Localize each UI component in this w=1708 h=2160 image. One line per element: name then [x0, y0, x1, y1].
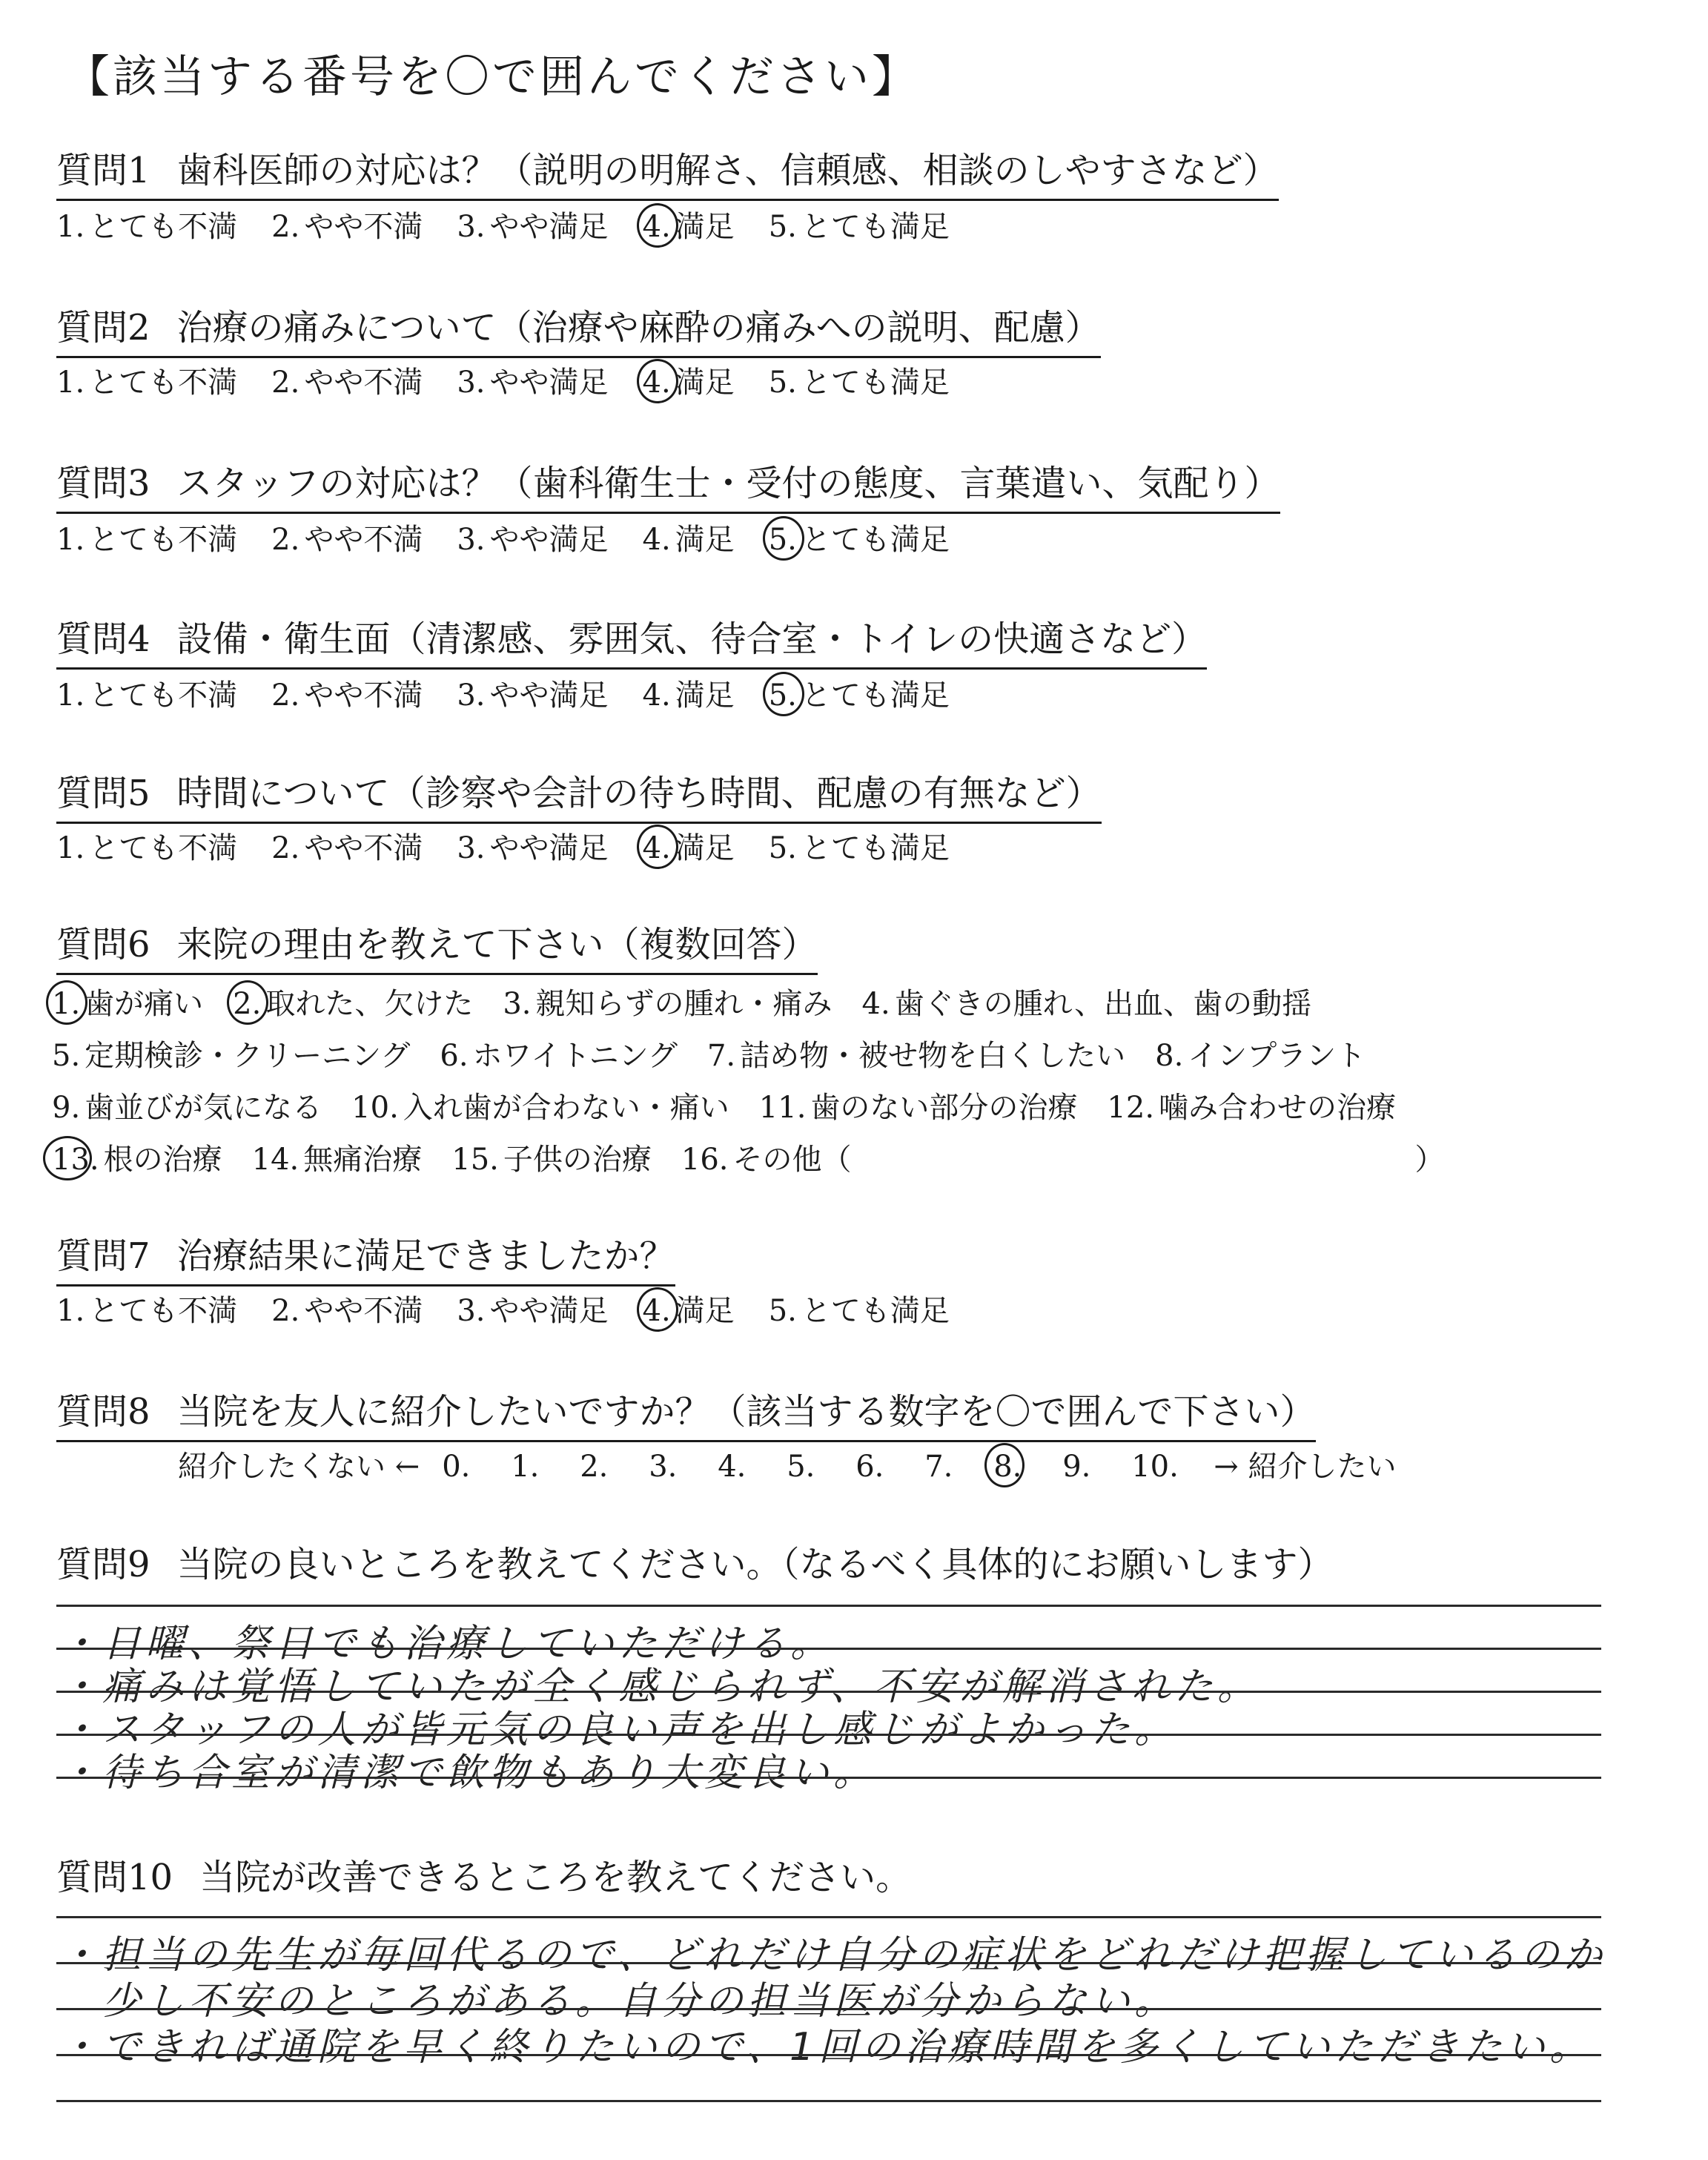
q8-value-6: 6. [855, 1450, 884, 1484]
option-number: 7. [706, 1039, 736, 1073]
q9-rule [56, 1777, 1601, 1779]
option-label: 歯ぐきの腫れ、出血、歯の動揺 [894, 987, 1312, 1021]
q9-answer-line: ・日曜、祭日でも治療していただける。 [59, 1622, 834, 1666]
q1-number: 質問1 [56, 150, 150, 191]
option-number: 2. [271, 210, 300, 244]
option-label: とても不満 [89, 210, 238, 244]
option-label: 歯のない部分の治療 [810, 1091, 1078, 1125]
q9-rule [56, 1691, 1601, 1693]
option-number: 3. [457, 210, 486, 244]
option-label: とても満足 [801, 678, 950, 713]
q5-option-2 [271, 828, 423, 869]
option-label: やや不満 [304, 831, 423, 865]
q6-option-5 [52, 1035, 410, 1077]
q10-rule [56, 2054, 1601, 2056]
q8-value-2: 2. [580, 1450, 609, 1484]
option-label: 噛み合わせの治療 [1159, 1091, 1397, 1125]
option-number: 1. [56, 210, 85, 244]
q3-option-4 [643, 519, 735, 561]
q9-answer-line: ・スタッフの人が皆元気の良い声を出し感じがよかった。 [59, 1708, 1178, 1752]
q5-option-3 [457, 828, 608, 869]
option-number: 5. [768, 366, 797, 400]
option-number: 1. [56, 1294, 85, 1328]
q2-option-3 [457, 362, 608, 403]
q1-option-2 [271, 206, 423, 248]
option-number: 2. [271, 678, 300, 713]
q3-option-2 [271, 519, 423, 561]
option-label: 取れた、欠けた [265, 987, 474, 1021]
option-number: 1. [56, 831, 85, 865]
option-label: 子供の治療 [503, 1143, 652, 1177]
option-number: 9. [52, 1091, 81, 1125]
q10-answer-line: ・担当の先生が毎回代るので、どれだけ自分の症状をどれだけ把握しているのか [59, 1933, 1606, 1978]
option-label: とても満足 [801, 210, 950, 244]
q3-option-5 [769, 519, 950, 561]
option-label: やや不満 [304, 210, 423, 244]
q5-number: 質問5 [56, 773, 150, 814]
option-label: やや満足 [489, 831, 609, 865]
other-close-paren: ） [1414, 1143, 1445, 1177]
option-label: やや満足 [489, 366, 609, 400]
q7-option-4 [643, 1290, 735, 1332]
option-label: やや満足 [489, 1294, 609, 1328]
option-label: その他（ [732, 1143, 852, 1177]
option-label: ホワイトニング [472, 1039, 678, 1073]
option-number: 3. [457, 523, 486, 557]
q3-heading [56, 458, 1280, 514]
q10-rule [56, 1916, 1601, 1918]
option-number: 12. [1107, 1091, 1155, 1125]
q6-option-15 [451, 1139, 652, 1180]
option-label: 満足 [675, 366, 735, 400]
q2-option-5 [769, 362, 950, 403]
q7-options [56, 1290, 984, 1332]
q5-option-1 [56, 828, 237, 869]
option-number: 8. [1155, 1039, 1184, 1073]
q4-text: 設備・衛生面（清潔感、雰囲気、待合室・トイレの快適さなど） [176, 618, 1208, 660]
q10-rule [56, 2100, 1601, 2102]
option-label: 親知らずの腫れ・痛み [535, 987, 833, 1021]
q7-option-1 [56, 1290, 237, 1332]
option-label: とても満足 [801, 366, 950, 400]
q6-row-4 [52, 1139, 1474, 1180]
option-label: 満足 [675, 678, 735, 713]
q2-number: 質問2 [56, 307, 150, 349]
option-label: やや不満 [304, 366, 423, 400]
option-number: 3. [457, 1294, 486, 1328]
option-number: 4. [643, 828, 671, 869]
option-number: 11. [758, 1091, 807, 1125]
option-number: 2. [233, 983, 261, 1025]
option-number: 3. [457, 678, 486, 713]
option-number: 1. [56, 523, 85, 557]
option-number: 3. [503, 987, 532, 1021]
option-number: 5. [52, 1039, 81, 1073]
option-number: 4. [643, 206, 671, 248]
q6-option-11 [759, 1087, 1078, 1129]
q8-right-label: → 紹介したい [1214, 1450, 1397, 1484]
q8-value-0: 0. [442, 1450, 471, 1484]
q2-option-4 [643, 362, 735, 403]
q1-option-1 [56, 206, 237, 248]
q4-option-4 [643, 675, 735, 716]
q8-value-3: 3. [649, 1450, 678, 1484]
q2-option-1 [56, 362, 237, 403]
q6-option-9 [52, 1087, 322, 1129]
q1-option-5 [769, 206, 950, 248]
q6-row-1 [52, 983, 1341, 1025]
q9-answer-line: ・痛みは覚悟していたが全く感じられず、不安が解消された。 [59, 1665, 1260, 1709]
option-label: とても満足 [801, 523, 950, 557]
option-number: 4. [643, 1290, 671, 1332]
option-label: とても満足 [801, 831, 950, 865]
option-number: 14. [251, 1143, 299, 1177]
q5-option-4 [643, 828, 735, 869]
q8-value-7: 7. [924, 1450, 953, 1484]
option-number: 5. [768, 831, 797, 865]
option-number: 1. [52, 983, 80, 1025]
q8-value-8: 8. [993, 1446, 1062, 1487]
option-number: 4. [642, 678, 671, 713]
q8-value-9: 9. [1062, 1450, 1091, 1484]
option-label: 満足 [675, 523, 735, 557]
option-label: 根の治療 [103, 1143, 222, 1177]
option-number: 6. [440, 1039, 469, 1073]
option-number: 15. [451, 1143, 499, 1177]
option-label: 歯が痛い [85, 987, 204, 1021]
q4-heading [56, 614, 1207, 670]
option-number: 3. [457, 366, 486, 400]
option-label: 満足 [675, 831, 735, 865]
q2-text: 治療の痛みについて（治療や麻酔の痛みへの説明、配慮） [176, 307, 1101, 349]
q6-option-3 [503, 983, 832, 1025]
option-label: とても不満 [89, 366, 238, 400]
q4-option-1 [56, 675, 237, 716]
q6-option-13 [52, 1139, 222, 1180]
q9-answer-line: ・待ち合室が清潔で飲物もあり大変良い。 [59, 1751, 877, 1795]
q6-option-8 [1155, 1035, 1366, 1077]
option-label: やや満足 [489, 210, 609, 244]
option-label: 満足 [675, 1294, 735, 1328]
q1-text: 歯科医師の対応は？（説明の明解さ、信頼感、相談のしやすさなど） [176, 150, 1279, 191]
q2-options [56, 362, 984, 403]
q6-option-2 [233, 983, 473, 1025]
q5-heading [56, 768, 1102, 824]
page-title: 【該当する番号を〇で囲んでください】 [65, 51, 919, 103]
q3-number: 質問3 [56, 463, 150, 504]
q4-option-3 [457, 675, 608, 716]
q10-rule [56, 2008, 1601, 2010]
option-label: やや不満 [304, 523, 423, 557]
option-number: 10. [351, 1091, 399, 1125]
q10-number: 質問10 [56, 1857, 173, 1898]
q7-option-2 [271, 1290, 423, 1332]
q8-text: 当院を友人に紹介したいですか？（該当する数字を〇で囲んで下さい） [176, 1391, 1316, 1433]
option-number: 5. [769, 519, 797, 561]
q1-heading [56, 145, 1279, 201]
q3-option-1 [56, 519, 237, 561]
q7-heading [56, 1231, 675, 1287]
option-label: とても不満 [89, 523, 238, 557]
q3-option-3 [457, 519, 608, 561]
q4-option-5 [769, 675, 950, 716]
option-number: 4. [861, 987, 890, 1021]
q10-heading [56, 1852, 911, 1906]
q8-heading [56, 1387, 1316, 1442]
q7-option-5 [769, 1290, 950, 1332]
q9-rule [56, 1734, 1601, 1736]
q7-text: 治療結果に満足できましたか？ [176, 1235, 675, 1277]
option-number: 5. [769, 675, 797, 716]
option-label: 入れ歯が合わない・痛い [403, 1091, 729, 1125]
option-number: 3. [457, 831, 486, 865]
option-label: 満足 [675, 210, 735, 244]
q8-value-5: 5. [787, 1450, 815, 1484]
q9-heading [56, 1539, 1334, 1593]
q6-option-1 [52, 983, 203, 1025]
option-label: 歯並びが気になる [85, 1091, 322, 1125]
q6-option-10 [351, 1087, 729, 1129]
option-number: 1. [56, 366, 85, 400]
option-label: 無痛治療 [303, 1143, 423, 1177]
q8-left-label: 紹介したくない ← [178, 1450, 420, 1484]
option-label: やや満足 [489, 523, 609, 557]
q10-rule [56, 1962, 1601, 1964]
option-number: 13. [52, 1139, 99, 1180]
q5-text: 時間について（診察や会計の待ち時間、配慮の有無など） [176, 773, 1102, 814]
q8-number: 質問8 [56, 1391, 150, 1433]
option-number: 5. [768, 210, 797, 244]
option-number: 2. [271, 1294, 300, 1328]
option-label: やや不満 [304, 678, 423, 713]
option-label: 定期検診・クリーニング [85, 1039, 411, 1073]
q4-option-2 [271, 675, 423, 716]
q6-option-12 [1107, 1087, 1396, 1129]
q7-option-3 [457, 1290, 608, 1332]
q9-rule [56, 1605, 1601, 1607]
q8-scale [165, 1446, 1418, 1487]
q4-options [56, 675, 984, 716]
option-label: とても不満 [89, 678, 238, 713]
q5-option-5 [769, 828, 950, 869]
q6-text: 来院の理由を教えて下さい（複数回答） [176, 924, 818, 965]
option-number: 2. [271, 366, 300, 400]
q9-text: 当院の良いところを教えてください。（なるべく具体的にお願いします） [176, 1544, 1334, 1585]
option-number: 4. [643, 362, 671, 403]
option-number: 1. [56, 678, 85, 713]
q3-text: スタッフの対応は？（歯科衛生士・受付の態度、言葉遣い、気配り） [176, 463, 1280, 504]
q6-row-3 [52, 1087, 1426, 1129]
q9-rule [56, 1648, 1601, 1650]
option-number: 16. [681, 1143, 729, 1177]
q2-option-2 [271, 362, 423, 403]
q6-option-6 [440, 1035, 678, 1077]
q6-row-2 [52, 1035, 1395, 1077]
option-label: とても満足 [801, 1294, 950, 1328]
q6-option-16 [681, 1139, 1445, 1180]
option-label: インプラント [1188, 1039, 1366, 1073]
q10-answer-line: ・できれば通院を早く終りたいので、1回の治療時間を多くしていただきたい。 [59, 2025, 1593, 2070]
q6-heading [56, 919, 818, 975]
option-label: 詰め物・被せ物を白くしたい [740, 1039, 1126, 1073]
q7-number: 質問7 [56, 1235, 150, 1277]
q2-heading [56, 303, 1101, 358]
q10-text: 当院が改善できるところを教えてください。 [199, 1857, 912, 1898]
q1-option-4 [643, 206, 735, 248]
q8-value-1: 1. [511, 1450, 540, 1484]
q8-value-4: 4. [718, 1450, 747, 1484]
q10-answer-line: 少し不安のところがある。自分の担当医が分からない。 [59, 1979, 1178, 2024]
q6-option-14 [252, 1139, 423, 1180]
option-label: やや不満 [304, 1294, 423, 1328]
q5-options [56, 828, 984, 869]
q4-number: 質問4 [56, 618, 150, 660]
q6-number: 質問6 [56, 924, 150, 965]
option-label: やや満足 [489, 678, 609, 713]
option-number: 4. [642, 523, 671, 557]
q8-value-10: 10. [1131, 1450, 1179, 1484]
option-label: とても不満 [89, 831, 238, 865]
option-number: 5. [768, 1294, 797, 1328]
q1-option-3 [457, 206, 608, 248]
option-number: 2. [271, 523, 300, 557]
q6-option-4 [862, 983, 1312, 1025]
q1-options [56, 206, 984, 248]
q9-number: 質問9 [56, 1544, 150, 1585]
option-number: 2. [271, 831, 300, 865]
q3-options [56, 519, 984, 561]
q6-option-7 [707, 1035, 1125, 1077]
option-label: とても不満 [89, 1294, 238, 1328]
